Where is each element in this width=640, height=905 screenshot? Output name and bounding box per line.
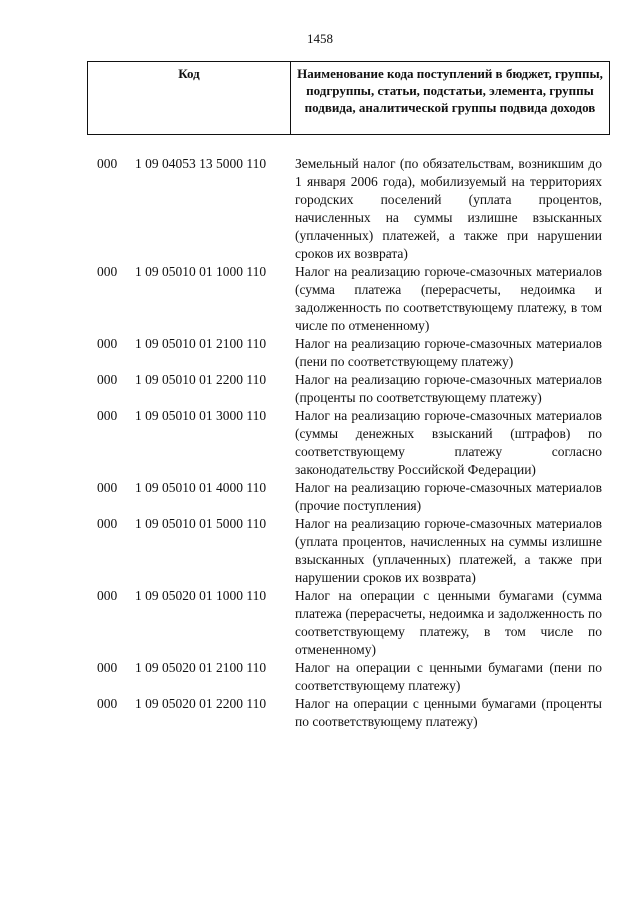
income-name: Налог на реализацию горюче-смазочных материалов (пени по соответствующему платежу) bbox=[295, 336, 602, 369]
income-name: Налог на операции с ценными бумагами (пени по соответствующему платежу) bbox=[295, 660, 602, 693]
table-row bbox=[97, 587, 607, 659]
admin-code: 000 bbox=[97, 264, 118, 279]
income-code: 1 09 05020 01 2100 110 bbox=[135, 660, 267, 675]
income-code: 1 09 05010 01 5000 110 bbox=[135, 516, 267, 531]
table-header bbox=[87, 61, 610, 135]
income-code: 1 09 05010 01 2200 110 bbox=[135, 372, 267, 387]
admin-code: 000 bbox=[97, 372, 118, 387]
table-row bbox=[97, 407, 607, 479]
income-name: Налог на операции с ценными бумагами (проценты по соответствующему платежу) bbox=[295, 696, 602, 729]
admin-code: 000 bbox=[97, 516, 118, 531]
admin-code: 000 bbox=[97, 480, 118, 495]
income-name: Земельный налог (по обязательствам, возникшим до 1 января 2006 года), мобилизуемый на территориях городских поселений (уплата процентов, начисленных на суммы излишне взысканных (уплаченных) платежей, а также при нарушении сроков их возврата) bbox=[295, 156, 602, 261]
code-column-header: Код bbox=[88, 62, 291, 134]
income-code: 1 09 05010 01 3000 110 bbox=[135, 408, 267, 423]
table-row bbox=[97, 695, 607, 731]
admin-code: 000 bbox=[97, 336, 118, 351]
table-row bbox=[97, 155, 607, 263]
table-row bbox=[97, 515, 607, 587]
table-row bbox=[97, 479, 607, 515]
admin-code: 000 bbox=[97, 588, 118, 603]
table-row bbox=[97, 335, 607, 371]
income-name: Налог на реализацию горюче-смазочных материалов (проценты по соответствующему платежу) bbox=[295, 372, 602, 405]
income-code: 1 09 04053 13 5000 110 bbox=[135, 156, 267, 171]
table-row bbox=[97, 371, 607, 407]
income-code-list bbox=[97, 155, 607, 731]
income-name: Налог на операции с ценными бумагами (сумма платежа (перерасчеты, недоимка и задолженность по соответствующему платежу, в том числе по отмененному) bbox=[295, 588, 602, 657]
income-code: 1 09 05020 01 1000 110 bbox=[135, 588, 267, 603]
table-row bbox=[97, 659, 607, 695]
income-name: Налог на реализацию горюче-смазочных материалов (сумма платежа (перерасчеты, недоимка и задолженность по соответствующему платежу, в том числе по отмененному) bbox=[295, 264, 602, 333]
income-code: 1 09 05020 01 2200 110 bbox=[135, 696, 267, 711]
admin-code: 000 bbox=[97, 156, 118, 171]
income-code: 1 09 05010 01 4000 110 bbox=[135, 480, 267, 495]
admin-code: 000 bbox=[97, 408, 118, 423]
income-name: Налог на реализацию горюче-смазочных материалов (суммы денежных взысканий (штрафов) по соответствующему платежу согласно законодательству Российской Федерации) bbox=[295, 408, 602, 477]
page-number: 1458 bbox=[307, 31, 333, 46]
income-code: 1 09 05010 01 1000 110 bbox=[135, 264, 267, 279]
income-code: 1 09 05010 01 2100 110 bbox=[135, 336, 267, 351]
admin-code: 000 bbox=[97, 660, 118, 675]
admin-code: 000 bbox=[97, 696, 118, 711]
name-column-header: Наименование кода поступлений в бюджет, группы, подгруппы, статьи, подстатьи, элемента, группы подвида, аналитической группы подвида доходов bbox=[297, 66, 603, 115]
table-row bbox=[97, 263, 607, 335]
income-name: Налог на реализацию горюче-смазочных материалов (прочие поступления) bbox=[295, 480, 602, 513]
income-name: Налог на реализацию горюче-смазочных материалов (уплата процентов, начисленных на суммы излишне взысканных (уплаченных) платежей, а также при нарушении сроков их возврата) bbox=[295, 516, 602, 585]
